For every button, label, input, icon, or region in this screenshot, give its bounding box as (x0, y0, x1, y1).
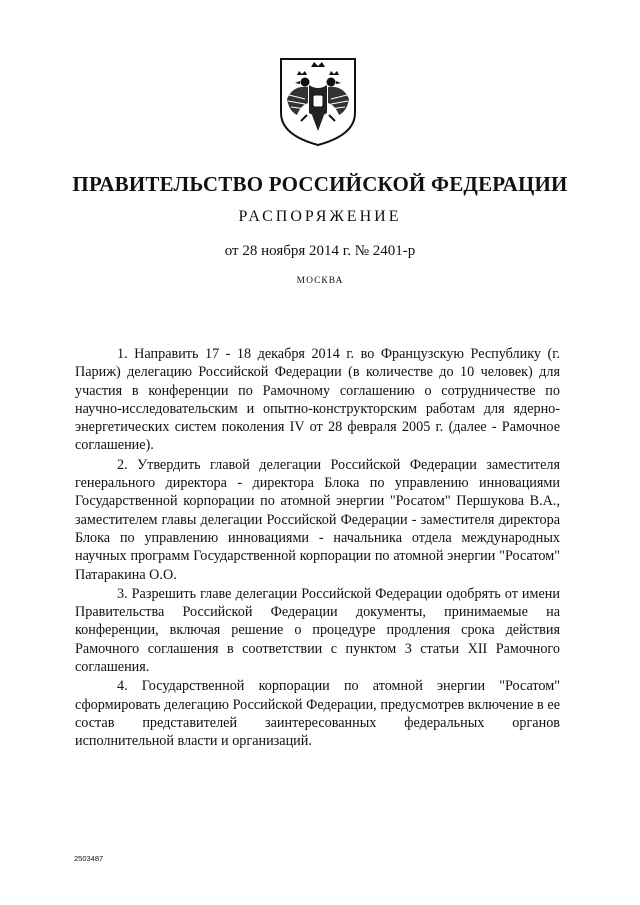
paragraph-3: 3. Разрешить главе делегации Российской Федерации одобрять от имени Правительства Российской Федерации документы, принимаемые на конференции, включая решение о процедуре продления срока действия Рамочного соглашения в соответствии с пунктом 3 статьи XII Рамочного соглашения. (75, 585, 560, 676)
document-city: МОСКВА (296, 276, 344, 286)
government-title: ПРАВИТЕЛЬСТВО РОССИЙСКОЙ ФЕДЕРАЦИИ (72, 172, 568, 196)
document-body (75, 345, 560, 752)
document-type: РАСПОРЯЖЕНИЕ (238, 208, 402, 225)
paragraph-2: 2. Утвердить главой делегации Российской Федерации заместителя генерального директора - директора Блока по управлению инновациями Государственной корпорации по атомной энергии "Росатом" Першукова В.А., заместителем главы делегации Российской Федерации - заместителя директора Блока по управлению инновациями - начальника отдела международных научных программ Государственной корпорации по атомной энергии "Росатом" Патаракина О.О. (75, 456, 560, 583)
russian-coat-of-arms-icon (275, 55, 361, 149)
document-date-number: от 28 ноября 2014 г. № 2401-р (224, 243, 416, 259)
paragraph-1: 1. Направить 17 - 18 декабря 2014 г. во Французскую Республику (г. Париж) делегацию Российской Федерации (в количестве до 10 человек) для участия в конференции по Рамочному соглашению о сотрудничестве по научно-исследовательским и опытно-конструкторским работам для ядерно-энергетических систем поколения IV от 28 февраля 2005 г. (далее - Рамочное соглашение). (75, 346, 560, 454)
paragraph-4: 4. Государственной корпорации по атомной энергии "Росатом" сформировать делегацию Российской Федерации, предусмотрев включение в ее состав представителей заинтересованных федеральных органов исполнительной власти и организаций. (75, 678, 560, 750)
document-code: 2503487 (74, 854, 104, 863)
